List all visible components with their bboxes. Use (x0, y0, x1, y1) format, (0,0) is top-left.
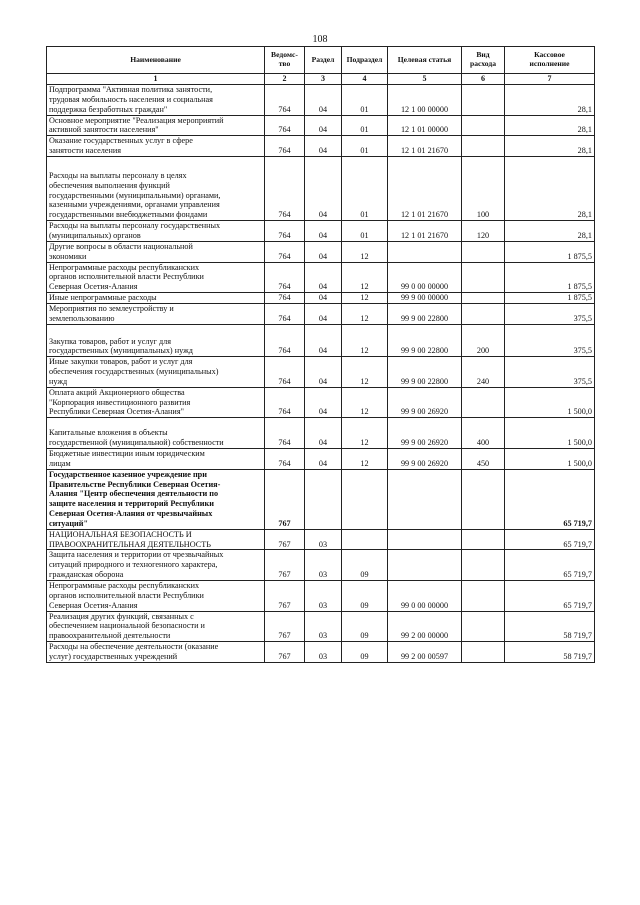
table-row (47, 449, 595, 470)
row-name-cell: Государственное казенное учреждение при Правительстве Республики Северная Осетия- Алания "Центр обеспечения деятельности по защите населения и территорий Республики Северная Осетия-Алания от чрезвычайных ситуаций" (47, 469, 265, 529)
row-section-cell: 04 (305, 136, 342, 157)
row-dept-cell: 767 (265, 550, 305, 581)
column-number: 3 (305, 74, 342, 85)
row-target-cell: 12 1 01 21670 (388, 156, 462, 220)
table-row (47, 580, 595, 611)
column-number: 5 (388, 74, 462, 85)
row-subsection-cell: 12 (342, 357, 388, 388)
row-subsection-cell: 12 (342, 387, 388, 418)
row-type-cell (462, 85, 505, 116)
row-section-cell: 04 (305, 241, 342, 262)
row-subsection-cell: 12 (342, 241, 388, 262)
row-target-cell: 99 0 00 00000 (388, 262, 462, 293)
row-amount-cell: 65 719,7 (505, 580, 595, 611)
row-name-cell: Мероприятия по землеустройству и землепользованию (47, 303, 265, 324)
row-amount-cell: 1 875,5 (505, 293, 595, 304)
row-target-cell: 99 9 00 26920 (388, 449, 462, 470)
row-section-cell: 04 (305, 387, 342, 418)
row-amount-cell: 28,1 (505, 115, 595, 136)
row-amount-cell: 65 719,7 (505, 550, 595, 581)
row-dept-cell: 764 (265, 324, 305, 357)
row-amount-cell: 1 875,5 (505, 262, 595, 293)
row-dept-cell: 767 (265, 580, 305, 611)
row-subsection-cell: 12 (342, 293, 388, 304)
header-section: Раздел (305, 47, 342, 74)
row-type-cell: 100 (462, 156, 505, 220)
row-dept-cell: 767 (265, 642, 305, 663)
row-type-cell (462, 262, 505, 293)
row-type-cell (462, 550, 505, 581)
row-amount-cell: 1 500,0 (505, 387, 595, 418)
row-amount-cell: 28,1 (505, 221, 595, 242)
row-name-cell: Расходы на выплаты персоналу государственных (муниципальных) органов (47, 221, 265, 242)
table-row (47, 387, 595, 418)
row-amount-cell: 1 500,0 (505, 449, 595, 470)
row-section-cell: 04 (305, 115, 342, 136)
row-dept-cell: 764 (265, 303, 305, 324)
column-number: 1 (47, 74, 265, 85)
row-dept-cell: 764 (265, 357, 305, 388)
row-target-cell: 99 9 00 26920 (388, 387, 462, 418)
row-name-cell: Оплата акций Акционерного общества "Корпорация инвестиционного развития Республики Северная Осетия-Алания" (47, 387, 265, 418)
column-number: 4 (342, 74, 388, 85)
table-row (47, 357, 595, 388)
row-subsection-cell: 12 (342, 324, 388, 357)
row-subsection-cell (342, 469, 388, 529)
row-section-cell: 03 (305, 529, 342, 550)
row-dept-cell: 767 (265, 529, 305, 550)
row-type-cell (462, 303, 505, 324)
row-target-cell: 99 9 00 00000 (388, 293, 462, 304)
header-type: Вид расхода (462, 47, 505, 74)
row-section-cell: 04 (305, 324, 342, 357)
table-row (47, 136, 595, 157)
row-type-cell: 120 (462, 221, 505, 242)
row-section-cell: 03 (305, 580, 342, 611)
row-subsection-cell: 01 (342, 156, 388, 220)
row-dept-cell: 764 (265, 156, 305, 220)
row-section-cell: 03 (305, 642, 342, 663)
header-dept: Ведомс- тво (265, 47, 305, 74)
row-type-cell (462, 580, 505, 611)
header-target: Целевая статья (388, 47, 462, 74)
row-name-cell: Основное мероприятие "Реализация мероприятий активной занятости населения" (47, 115, 265, 136)
page-number: 108 (312, 34, 328, 45)
row-dept-cell: 764 (265, 293, 305, 304)
table-row (47, 324, 595, 357)
table-row (47, 156, 595, 220)
row-target-cell (388, 241, 462, 262)
row-amount-cell: 58 719,7 (505, 642, 595, 663)
row-name-cell: Непрограммные расходы республиканских органов исполнительной власти Республики Северная Осетия-Алания (47, 262, 265, 293)
row-dept-cell: 764 (265, 115, 305, 136)
row-section-cell: 04 (305, 262, 342, 293)
table-row (47, 611, 595, 642)
row-section-cell: 04 (305, 449, 342, 470)
table-row (47, 115, 595, 136)
row-type-cell: 450 (462, 449, 505, 470)
row-dept-cell: 764 (265, 241, 305, 262)
row-target-cell: 12 1 01 21670 (388, 221, 462, 242)
row-type-cell (462, 387, 505, 418)
row-section-cell: 04 (305, 156, 342, 220)
row-amount-cell: 58 719,7 (505, 611, 595, 642)
table-row (47, 469, 595, 529)
row-target-cell: 12 1 01 21670 (388, 136, 462, 157)
row-dept-cell: 764 (265, 449, 305, 470)
row-dept-cell: 767 (265, 611, 305, 642)
row-subsection-cell: 12 (342, 262, 388, 293)
row-target-cell: 99 9 00 22800 (388, 303, 462, 324)
row-subsection-cell: 01 (342, 85, 388, 116)
row-name-cell: Другие вопросы в области национальной экономики (47, 241, 265, 262)
table-row (47, 418, 595, 449)
header-name: Наименование (47, 47, 265, 74)
row-name-cell: Бюджетные инвестиции иным юридическим лицам (47, 449, 265, 470)
row-subsection-cell: 01 (342, 115, 388, 136)
row-name-cell: Капитальные вложения в объекты государственной (муниципальной) собственности (47, 418, 265, 449)
row-subsection-cell (342, 529, 388, 550)
row-type-cell: 240 (462, 357, 505, 388)
row-name-cell: Расходы на обеспечение деятельности (оказание услуг) государственных учреждений (47, 642, 265, 663)
row-section-cell: 03 (305, 550, 342, 581)
row-subsection-cell: 09 (342, 611, 388, 642)
row-name-cell: Реализация других функций, связанных с обеспечением национальной безопасности и правоохранительной деятельности (47, 611, 265, 642)
row-target-cell: 12 1 00 00000 (388, 85, 462, 116)
header-row (47, 47, 595, 74)
row-name-cell: Иные непрограммные расходы (47, 293, 265, 304)
table-row (47, 221, 595, 242)
column-number: 6 (462, 74, 505, 85)
row-name-cell: Подпрограмма "Активная политика занятости, трудовая мобильность населения и социальная поддержка безработных граждан" (47, 85, 265, 116)
row-subsection-cell: 12 (342, 418, 388, 449)
row-name-cell: Закупка товаров, работ и услуг для государственных (муниципальных) нужд (47, 324, 265, 357)
row-subsection-cell: 09 (342, 580, 388, 611)
row-section-cell: 04 (305, 293, 342, 304)
row-target-cell (388, 550, 462, 581)
row-subsection-cell: 09 (342, 642, 388, 663)
column-number-row (47, 74, 595, 85)
row-name-cell: Расходы на выплаты персоналу в целях обеспечения выполнения функций государственными (муниципальными) органами, казенными учреждениями, органами управления государственными внебюджетными фондами (47, 156, 265, 220)
table-row (47, 241, 595, 262)
row-section-cell: 04 (305, 85, 342, 116)
row-amount-cell: 1 500,0 (505, 418, 595, 449)
row-dept-cell: 764 (265, 221, 305, 242)
row-dept-cell: 767 (265, 469, 305, 529)
row-section-cell: 04 (305, 221, 342, 242)
row-amount-cell: 65 719,7 (505, 469, 595, 529)
row-target-cell (388, 529, 462, 550)
row-target-cell (388, 469, 462, 529)
row-amount-cell: 375,5 (505, 357, 595, 388)
row-type-cell (462, 115, 505, 136)
row-dept-cell: 764 (265, 387, 305, 418)
column-number: 7 (505, 74, 595, 85)
row-amount-cell: 28,1 (505, 156, 595, 220)
row-type-cell (462, 293, 505, 304)
row-target-cell: 99 9 00 22800 (388, 357, 462, 388)
row-name-cell: Защита населения и территории от чрезвычайных ситуаций природного и техногенного характера, гражданская оборона (47, 550, 265, 581)
row-name-cell: Непрограммные расходы республиканских органов исполнительной власти Республики Северная Осетия-Алания (47, 580, 265, 611)
row-type-cell (462, 529, 505, 550)
row-subsection-cell: 01 (342, 221, 388, 242)
row-amount-cell: 375,5 (505, 324, 595, 357)
table-row (47, 529, 595, 550)
row-target-cell: 99 9 00 22800 (388, 324, 462, 357)
row-target-cell: 99 2 00 00000 (388, 611, 462, 642)
row-type-cell (462, 136, 505, 157)
row-section-cell: 03 (305, 611, 342, 642)
row-name-cell: НАЦИОНАЛЬНАЯ БЕЗОПАСНОСТЬ И ПРАВООХРАНИТЕЛЬНАЯ ДЕЯТЕЛЬНОСТЬ (47, 529, 265, 550)
row-amount-cell: 1 875,5 (505, 241, 595, 262)
row-subsection-cell: 01 (342, 136, 388, 157)
table-row (47, 550, 595, 581)
row-amount-cell: 375,5 (505, 303, 595, 324)
row-type-cell: 400 (462, 418, 505, 449)
row-name-cell: Оказание государственных услуг в сфере занятости населения (47, 136, 265, 157)
row-section-cell: 04 (305, 303, 342, 324)
row-name-cell: Иные закупки товаров, работ и услуг для обеспечения государственных (муниципальных) нужд (47, 357, 265, 388)
row-section-cell: 04 (305, 357, 342, 388)
row-section-cell: 04 (305, 418, 342, 449)
row-target-cell: 99 2 00 00597 (388, 642, 462, 663)
row-amount-cell: 28,1 (505, 85, 595, 116)
header-amount: Кассовое исполнение (505, 47, 595, 74)
row-section-cell (305, 469, 342, 529)
row-type-cell (462, 469, 505, 529)
table-row (47, 262, 595, 293)
row-target-cell: 12 1 01 00000 (388, 115, 462, 136)
row-type-cell (462, 241, 505, 262)
row-target-cell: 99 9 00 26920 (388, 418, 462, 449)
budget-table (46, 46, 595, 663)
row-subsection-cell: 12 (342, 449, 388, 470)
header-subsection: Подраздел (342, 47, 388, 74)
row-amount-cell: 65 719,7 (505, 529, 595, 550)
row-dept-cell: 764 (265, 136, 305, 157)
row-subsection-cell: 12 (342, 303, 388, 324)
table-row (47, 293, 595, 304)
row-subsection-cell: 09 (342, 550, 388, 581)
row-dept-cell: 764 (265, 418, 305, 449)
row-type-cell (462, 642, 505, 663)
table-row (47, 642, 595, 663)
row-target-cell: 99 0 00 00000 (388, 580, 462, 611)
row-dept-cell: 764 (265, 85, 305, 116)
row-amount-cell: 28,1 (505, 136, 595, 157)
row-type-cell (462, 611, 505, 642)
table-row (47, 303, 595, 324)
row-type-cell: 200 (462, 324, 505, 357)
row-dept-cell: 764 (265, 262, 305, 293)
column-number: 2 (265, 74, 305, 85)
table-row (47, 85, 595, 116)
